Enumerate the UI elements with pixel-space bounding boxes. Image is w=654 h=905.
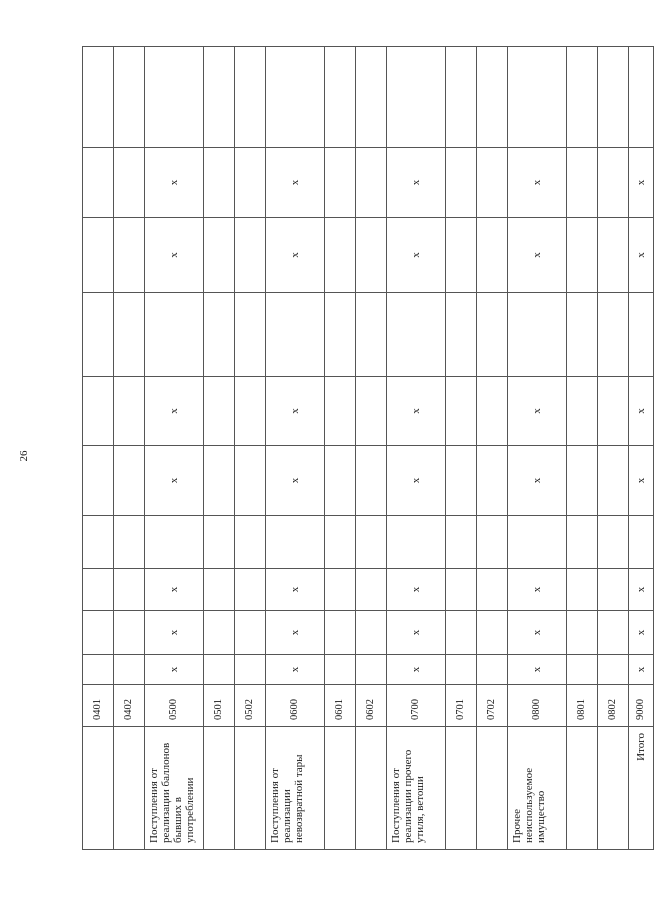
table-cell [235, 47, 266, 148]
property-sales-table [82, 46, 654, 850]
row-code: 9000 [629, 685, 654, 727]
table-cell [325, 47, 356, 148]
table-cell [598, 47, 629, 148]
table-cell [477, 377, 508, 446]
table-cell [83, 47, 114, 148]
table-cell [83, 293, 114, 377]
table-cell: x [629, 655, 654, 685]
table-cell: x [387, 218, 446, 293]
row-code: 0401 [83, 685, 114, 727]
row-name [114, 727, 145, 850]
row-code: 0402 [114, 685, 145, 727]
table-cell [83, 569, 114, 611]
table-cell: x [145, 569, 204, 611]
table-cell [567, 293, 598, 377]
table-cell [356, 446, 387, 516]
rotated-table [82, 47, 647, 850]
table-cell [204, 293, 235, 377]
table-cell: x [145, 446, 204, 516]
table-cell [356, 293, 387, 377]
table-cell [204, 611, 235, 655]
table-cell [235, 218, 266, 293]
table-cell [598, 569, 629, 611]
table-cell [204, 218, 235, 293]
table-container [82, 47, 647, 850]
table-cell [598, 148, 629, 218]
table-cell [446, 293, 477, 377]
table-cell [387, 293, 446, 377]
table-cell [356, 655, 387, 685]
table-cell: x [629, 446, 654, 516]
table-cell [235, 569, 266, 611]
row-name: Поступления от реализации прочего утиля, ветоши [387, 727, 446, 850]
table-cell [145, 47, 204, 148]
row-code: 0700 [387, 685, 446, 727]
table-row [477, 47, 508, 850]
table-cell [567, 569, 598, 611]
row-code: 0702 [477, 685, 508, 727]
table-cell [83, 516, 114, 569]
row-code: 0802 [598, 685, 629, 727]
table-cell: x [145, 377, 204, 446]
table-cell: x [508, 569, 567, 611]
table-cell: x [629, 148, 654, 218]
table-cell: x [508, 377, 567, 446]
page-number: 26 [18, 450, 30, 462]
table-cell [204, 377, 235, 446]
table-cell [204, 516, 235, 569]
table-cell [446, 569, 477, 611]
table-cell [114, 293, 145, 377]
table-cell [446, 47, 477, 148]
table-cell [114, 446, 145, 516]
table-cell [114, 569, 145, 611]
table-row [356, 47, 387, 850]
row-name [204, 727, 235, 850]
row-code: 0701 [446, 685, 477, 727]
table-cell [114, 377, 145, 446]
table-cell [356, 377, 387, 446]
table-cell [235, 293, 266, 377]
table-cell: x [266, 446, 325, 516]
table-cell: x [387, 148, 446, 218]
table-cell [83, 611, 114, 655]
table-cell: x [629, 569, 654, 611]
table-row [83, 47, 114, 850]
table-cell [477, 218, 508, 293]
table-cell [387, 47, 446, 148]
table-cell: x [145, 148, 204, 218]
table-row [629, 47, 654, 850]
table-cell: x [387, 655, 446, 685]
table-cell [204, 446, 235, 516]
table-cell [266, 47, 325, 148]
table-cell [325, 377, 356, 446]
table-cell: x [629, 377, 654, 446]
table-cell [83, 218, 114, 293]
table-cell [235, 516, 266, 569]
table-cell [235, 148, 266, 218]
table-cell [356, 569, 387, 611]
table-cell [356, 47, 387, 148]
table-cell [446, 377, 477, 446]
table-cell [114, 516, 145, 569]
table-cell [567, 218, 598, 293]
table-cell [508, 47, 567, 148]
table-cell: x [145, 655, 204, 685]
table-cell [83, 655, 114, 685]
table-cell [629, 516, 654, 569]
table-cell [325, 218, 356, 293]
row-code: 0800 [508, 685, 567, 727]
table-cell: x [266, 569, 325, 611]
table-cell [598, 611, 629, 655]
table-cell [598, 218, 629, 293]
row-code: 0601 [325, 685, 356, 727]
table-cell: x [508, 446, 567, 516]
table-cell [629, 47, 654, 148]
table-cell: x [266, 148, 325, 218]
table-cell [567, 377, 598, 446]
table-cell [567, 611, 598, 655]
table-cell [387, 516, 446, 569]
table-cell [83, 148, 114, 218]
table-cell [325, 516, 356, 569]
table-cell [235, 446, 266, 516]
row-name [598, 727, 629, 850]
table-cell: x [629, 218, 654, 293]
table-cell [145, 516, 204, 569]
row-code: 0502 [235, 685, 266, 727]
table-cell [235, 611, 266, 655]
table-cell [477, 569, 508, 611]
table-cell [83, 377, 114, 446]
table-cell [356, 218, 387, 293]
table-cell: x [266, 218, 325, 293]
table-cell [114, 611, 145, 655]
table-row [446, 47, 477, 850]
table-cell [598, 377, 629, 446]
table-row [508, 47, 567, 850]
table-cell [325, 293, 356, 377]
row-name [83, 727, 114, 850]
table-row [325, 47, 356, 850]
table-cell [567, 655, 598, 685]
table-cell [266, 293, 325, 377]
table-row [145, 47, 204, 850]
table-cell: x [145, 611, 204, 655]
row-name [446, 727, 477, 850]
table-cell [598, 516, 629, 569]
row-name: Поступления от реализации невозвратной тары [266, 727, 325, 850]
table-cell [477, 655, 508, 685]
row-name [356, 727, 387, 850]
table-cell [235, 655, 266, 685]
table-cell [446, 148, 477, 218]
table-cell [598, 446, 629, 516]
row-code: 0500 [145, 685, 204, 727]
row-name [325, 727, 356, 850]
table-cell [477, 446, 508, 516]
table-cell: x [508, 218, 567, 293]
table-cell [145, 293, 204, 377]
row-name [567, 727, 598, 850]
table-cell [629, 293, 654, 377]
table-cell [356, 148, 387, 218]
row-name: Прочее неиспользуемое имущество [508, 727, 567, 850]
table-cell [598, 655, 629, 685]
row-name: Итого [629, 727, 654, 850]
table-cell: x [387, 446, 446, 516]
table-cell [204, 655, 235, 685]
table-cell [266, 516, 325, 569]
table-row [387, 47, 446, 850]
row-code: 0801 [567, 685, 598, 727]
table-row [114, 47, 145, 850]
table-cell: x [266, 611, 325, 655]
row-name [235, 727, 266, 850]
table-row [235, 47, 266, 850]
table-row [567, 47, 598, 850]
table-cell [567, 516, 598, 569]
table-cell [114, 655, 145, 685]
table-cell [567, 47, 598, 148]
table-cell: x [508, 148, 567, 218]
table-cell [477, 148, 508, 218]
table-cell: x [508, 655, 567, 685]
table-cell [83, 446, 114, 516]
table-cell [477, 293, 508, 377]
table-cell [598, 293, 629, 377]
table-cell: x [508, 611, 567, 655]
table-cell [477, 47, 508, 148]
table-cell [446, 218, 477, 293]
row-name [477, 727, 508, 850]
row-code: 0501 [204, 685, 235, 727]
table-row [204, 47, 235, 850]
table-cell: x [145, 218, 204, 293]
table-cell [325, 148, 356, 218]
table-row [266, 47, 325, 850]
table-cell [114, 218, 145, 293]
row-code: 0600 [266, 685, 325, 727]
table-cell [567, 148, 598, 218]
table-cell [114, 148, 145, 218]
table-cell: x [387, 569, 446, 611]
table-cell [446, 446, 477, 516]
table-cell [356, 611, 387, 655]
table-cell: x [266, 655, 325, 685]
table-cell [356, 516, 387, 569]
table-cell [477, 611, 508, 655]
table-cell [325, 446, 356, 516]
table-cell [446, 611, 477, 655]
table-cell: x [387, 377, 446, 446]
table-cell [325, 569, 356, 611]
table-cell [204, 569, 235, 611]
table-row [598, 47, 629, 850]
table-cell [204, 47, 235, 148]
table-cell [567, 446, 598, 516]
table-cell: x [266, 377, 325, 446]
table-cell [235, 377, 266, 446]
table-cell [508, 516, 567, 569]
table-cell [508, 293, 567, 377]
table-cell [114, 47, 145, 148]
table-cell [325, 655, 356, 685]
table-cell [477, 516, 508, 569]
row-name: Поступления от реализации баллонов бывших в употреблении [145, 727, 204, 850]
table-cell [446, 655, 477, 685]
table-cell [204, 148, 235, 218]
row-code: 0602 [356, 685, 387, 727]
table-cell [325, 611, 356, 655]
table-cell: x [387, 611, 446, 655]
table-cell [446, 516, 477, 569]
table-cell: x [629, 611, 654, 655]
